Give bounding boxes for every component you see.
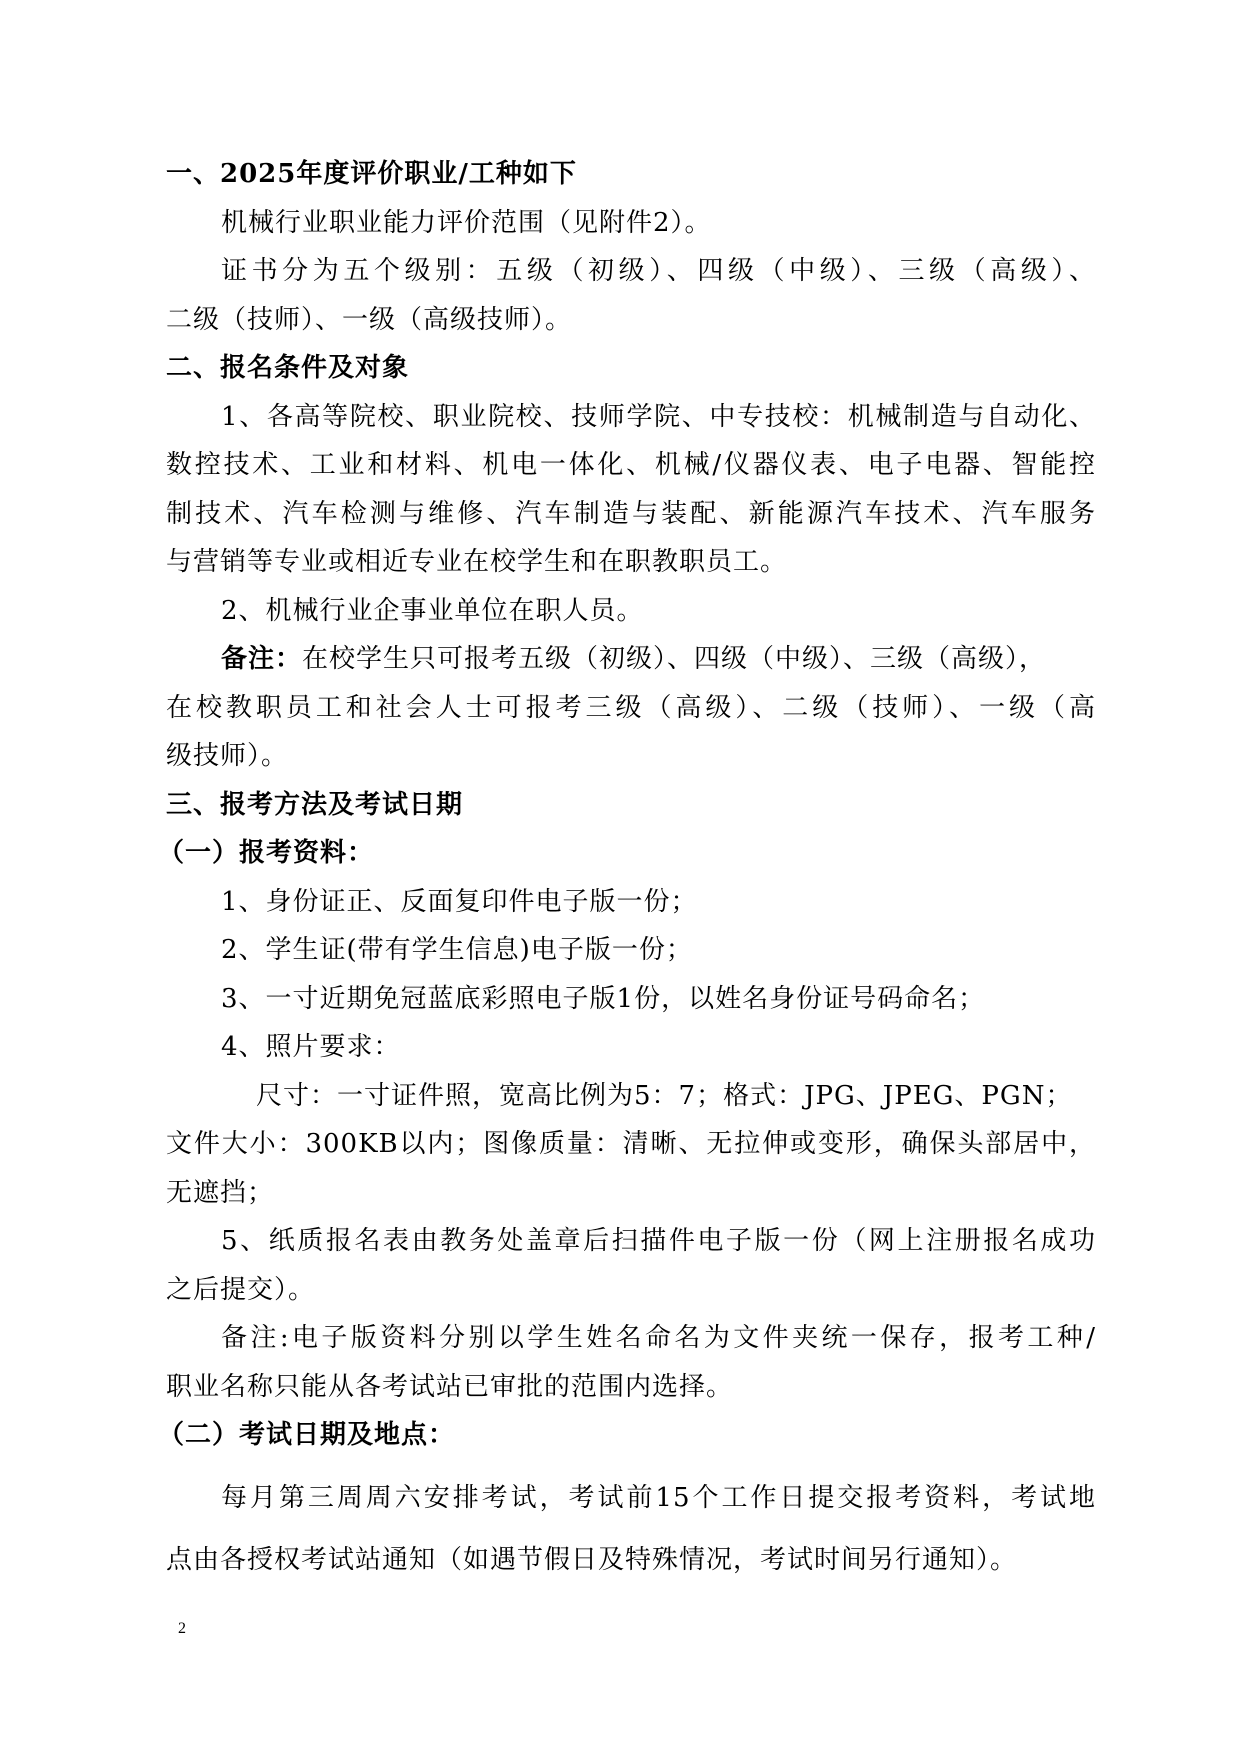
section-heading-2: 二、报名条件及对象 — [166, 353, 410, 383]
paragraph-line: 二级（技师）、一级（高级技师）。 — [166, 304, 573, 335]
paragraph-line: 点由各授权考试站通知（如遇节假日及特殊情况，考试时间另行通知）。 — [166, 1545, 1018, 1575]
note-text: 在校学生只可报考五级（初级）、四级（中级）、三级（高级）， — [302, 644, 1047, 674]
list-item: 5、纸质报名表由教务处盖章后扫描件电子版一份（网上注册报名成功 — [221, 1226, 1096, 1256]
note-line: 备注:电子版资料分别以学生姓名命名为文件夹统一保存，报考工种/ — [221, 1323, 1096, 1353]
paragraph-line: 证书分为五个级别：五级（初级）、四级（中级）、三级（高级）、 — [221, 256, 1096, 286]
paragraph-line: 制技术、汽车检测与维修、汽车制造与装配、新能源汽车技术、汽车服务 — [166, 498, 1096, 529]
list-item: 2、学生证(带有学生信息)电子版一份； — [221, 935, 693, 965]
spacer — [166, 1522, 1096, 1536]
paragraph-line: 之后提交）。 — [166, 1274, 316, 1305]
list-item: 4、照片要求： — [221, 1032, 401, 1062]
paragraph-line: 每月第三周周六安排考试，考试前15个工作日提交报考资料，考试地 — [221, 1482, 1096, 1513]
note-line: 职业名称只能从各考试站已审批的范围内选择。 — [166, 1371, 734, 1402]
note-line: 级技师）。 — [166, 741, 289, 771]
page-number: 2 — [178, 1620, 186, 1637]
paragraph-line: 无遮挡； — [166, 1177, 275, 1208]
paragraph-line: 文件大小：300KB以内；图像质量：清晰、无拉伸或变形，确保头部居中， — [166, 1129, 1096, 1159]
paragraph: 机械行业职业能力评价范围（见附件2）。 — [221, 207, 712, 238]
list-item: 3、一寸近期免冠蓝底彩照电子版1份，以姓名身份证号码命名； — [221, 983, 986, 1014]
list-item: 1、身份证正、反面复印件电子版一份； — [221, 886, 698, 917]
note-label: 备注： — [221, 644, 303, 674]
subsection-heading: （二）考试日期及地点： — [158, 1420, 456, 1450]
section-heading-3: 三、报考方法及考试日期 — [166, 789, 464, 820]
paragraph-line: 1、各高等院校、职业院校、技师学院、中专技校：机械制造与自动化、 — [221, 401, 1096, 432]
paragraph-line: 尺寸：一寸证件照，宽高比例为5：7；格式：JPG、JPEG、PGN； — [256, 1080, 1073, 1111]
paragraph-line: 数控技术、工业和材料、机电一体化、机械/仪器仪表、电子电器、智能控 — [166, 450, 1096, 480]
spacer — [166, 1460, 1096, 1474]
subsection-heading: （一）报考资料： — [158, 838, 375, 868]
paragraph-line: 与营销等专业或相近专业在校学生和在职教职员工。 — [166, 547, 788, 577]
paragraph: 2、机械行业企事业单位在职人员。 — [221, 595, 644, 626]
section-heading-1: 一、2025年度评价职业/工种如下 — [166, 159, 577, 189]
note-line: 在校教职员工和社会人士可报考三级（高级）、二级（技师）、一级（高 — [166, 692, 1096, 723]
document-body — [158, 150, 1096, 1585]
note-line — [166, 635, 1096, 684]
